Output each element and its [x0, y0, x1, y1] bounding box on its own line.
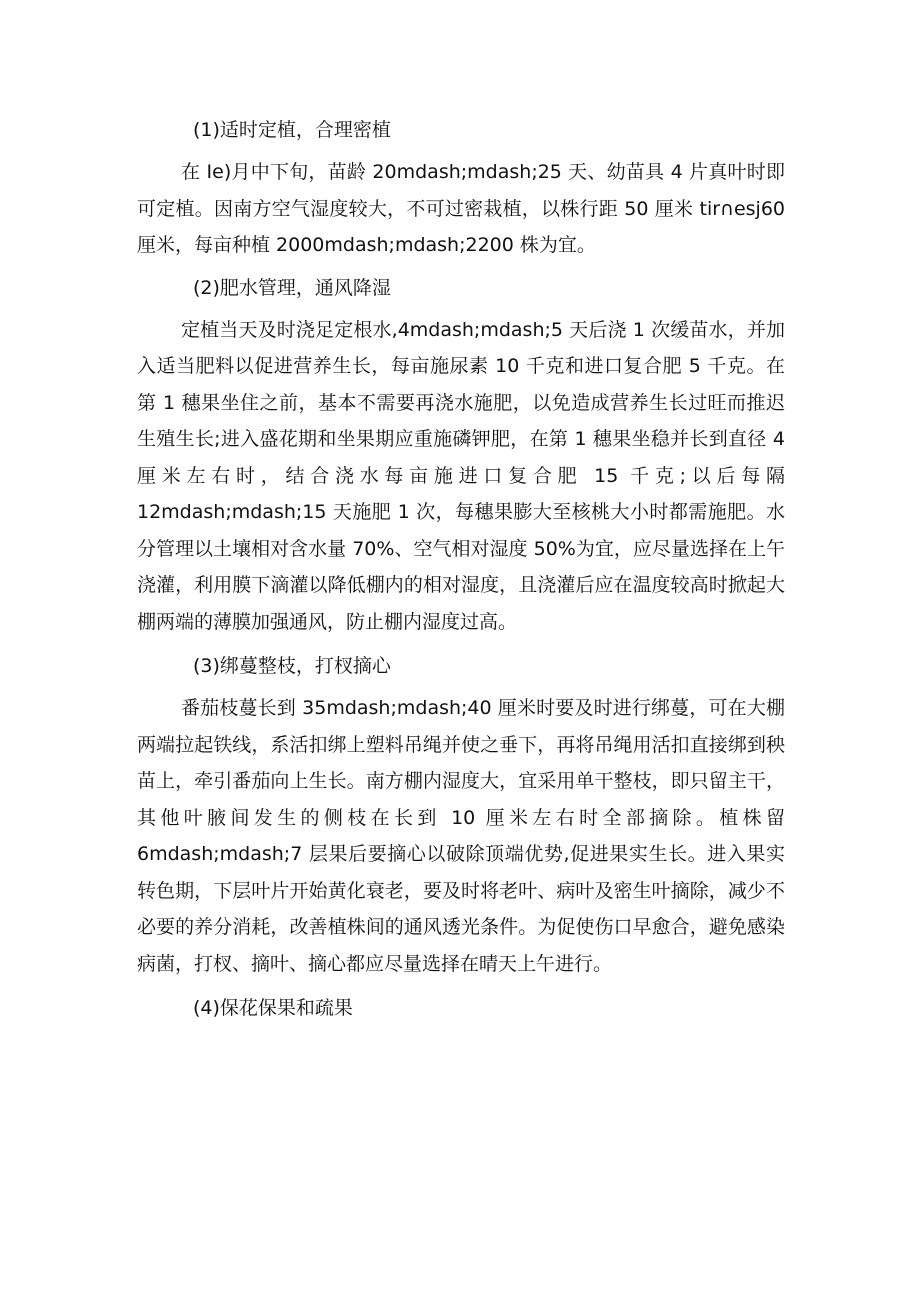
- section-heading-1: (1)适时定植，合理密植: [193, 119, 391, 141]
- section-heading-2: (2)肥水管理，通风降湿: [193, 276, 391, 299]
- section-heading-4: (4)保花保果和疏果: [193, 997, 353, 1019]
- section-paragraph-2: 定植当天及时浇足定根水,4mdash;mdash;5 天后浇 1 次缓苗水，并加入适当肥料以促进营养生长，每亩施尿素 10 千克和进口复合肥 5 千克。在第 1 穗果坐住之前，基本不需要再浇水施肥，以免造成营养生长过旺而推迟生殖生长;进入盛花期和坐果期应重施磷钾肥，在第 1 穗果坐稳并长到直径 4 厘米左右时，结合浇水每亩施进口复合肥 15 千克;以后每隔 12mdash;mdash;15 天施肥 1 次，每穗果膨大至核桃大小时都需施肥。水分管理以土壤相对含水量 70%、空气相对湿度 50%为宜，应尽量选择在上午浇灌，利用膜下滴灌以降低棚内的相对湿度，且浇灌后应在温度较高时掀起大棚两端的薄膜加强通风，防止棚内湿度过高。: [137, 318, 785, 633]
- section-heading-3: (3)绑蔓整枝，打杈摘心: [193, 655, 391, 677]
- document-body: [137, 112, 785, 1026]
- section-paragraph-1: 在 Ie)月中下旬，苗龄 20mdash;mdash;25 天、幼苗具 4 片真叶时即可定植。因南方空气湿度较大，不可过密栽植，以株行距 50 厘米 tir∩esj60 厘米，每亩种植 2000mdash;mdash;2200 株为宜。: [137, 161, 785, 256]
- section-paragraph-3: 番茄枝蔓长到 35mdash;mdash;40 厘米时要及时进行绑蔓，可在大棚两端拉起铁线，系活扣绑上塑料吊绳并使之垂下，再将吊绳用活扣直接绑到秧苗上，牵引番茄向上生长。南方棚内湿度大，宜采用单干整枝，即只留主干，其他叶腋间发生的侧枝在长到 10 厘米左右时全部摘除。植株留 6mdash;mdash;7 层果后要摘心以破除顶端优势,促进果实生长。进入果实转色期，下层叶片开始黄化衰老，要及时将老叶、病叶及密生叶摘除，减少不必要的养分消耗，改善植株间的通风透光条件。为促使伤口早愈合，避免感染病菌，打杈、摘叶、摘心都应尽量选择在晴天上午进行。: [137, 697, 785, 975]
